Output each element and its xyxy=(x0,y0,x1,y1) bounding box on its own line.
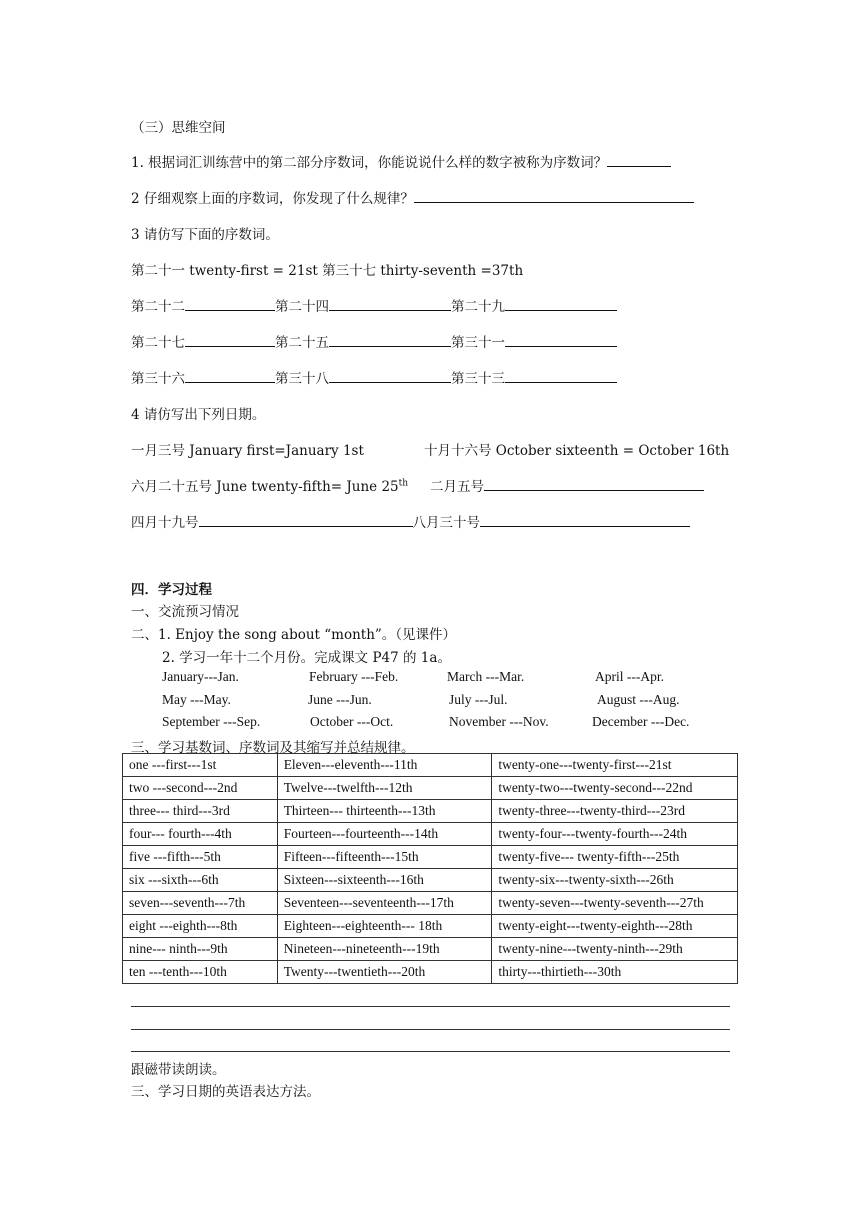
table-row xyxy=(123,777,738,800)
question-3: 3 请仿写下面的序数词。 xyxy=(131,227,279,243)
table-row xyxy=(123,869,738,892)
date-prompt xyxy=(430,475,704,495)
table-cell: Thirteen--- thirteenth---13th xyxy=(277,800,492,823)
ordinal-prompt: 第二十七 xyxy=(131,335,185,351)
table-cell: Fourteen---fourteenth---14th xyxy=(277,823,492,846)
month-abbrev: August ---Aug. xyxy=(597,692,680,707)
question-1 xyxy=(131,151,671,171)
table-cell: seven---seventh---7th xyxy=(123,892,278,915)
ordinal-row xyxy=(131,295,617,315)
month-abbrev: April ---Apr. xyxy=(595,669,664,684)
date-example-3 xyxy=(131,475,408,495)
ordinal-example: 第二十一 twenty-first = 21st 第三十七 thirty-seventh =37th xyxy=(131,263,524,279)
table-cell: two ---second---2nd xyxy=(123,777,278,800)
date-prompt xyxy=(131,511,690,531)
table-row xyxy=(123,800,738,823)
table-cell: Sixteen---sixteenth---16th xyxy=(277,869,492,892)
writing-line[interactable] xyxy=(131,1029,730,1030)
writing-line[interactable] xyxy=(131,1006,730,1007)
table-cell: three--- third---3rd xyxy=(123,800,278,823)
month-abbrev: June ---Jun. xyxy=(308,692,372,707)
date-prompt-label: 四月十九号 xyxy=(131,515,199,531)
table-cell: Eleven---eleventh---11th xyxy=(277,754,492,777)
date-example-3-text: 六月二十五号 June twenty-fifth= June 25 xyxy=(131,479,399,495)
table-cell: four--- fourth---4th xyxy=(123,823,278,846)
table-cell: twenty-seven---twenty-seventh---27th xyxy=(492,892,738,915)
table-cell: ten ---tenth---10th xyxy=(123,961,278,984)
table-cell: twenty-one---twenty-first---21st xyxy=(492,754,738,777)
table-cell: Twenty---twentieth---20th xyxy=(277,961,492,984)
answer-blank[interactable] xyxy=(505,331,617,347)
answer-blank[interactable] xyxy=(185,367,275,383)
ordinal-prompt: 第三十六 xyxy=(131,371,185,387)
ordinal-row xyxy=(131,367,617,387)
ordinal-row xyxy=(131,331,617,351)
step-last: 三、学习日期的英语表达方法。 xyxy=(131,1084,320,1100)
step-2: 二、1. Enjoy the song about “month”。（见课件） xyxy=(131,627,457,643)
step-2-sub: 2. 学习一年十二个月份。完成课文 P47 的 1a。 xyxy=(162,650,451,666)
writing-line[interactable] xyxy=(131,1051,730,1052)
table-cell: twenty-nine---twenty-ninth---29th xyxy=(492,938,738,961)
answer-blank[interactable] xyxy=(199,511,413,527)
table-row xyxy=(123,938,738,961)
date-prompt-label: 二月五号 xyxy=(430,479,484,495)
ordinal-prompt: 第二十五 xyxy=(275,335,329,351)
ordinal-prompt: 第二十四 xyxy=(275,299,329,315)
table-cell: twenty-three---twenty-third---23rd xyxy=(492,800,738,823)
question-2-text: 2 仔细观察上面的序数词，你发现了什么规律？ xyxy=(131,191,414,207)
answer-blank[interactable] xyxy=(185,331,275,347)
table-cell: twenty-eight---twenty-eighth---28th xyxy=(492,915,738,938)
ordinal-prompt: 第三十三 xyxy=(451,371,505,387)
answer-blank[interactable] xyxy=(185,295,275,311)
month-abbrev: March ---Mar. xyxy=(447,669,525,684)
date-example-2: 十月十六号 October sixteenth = October 16th xyxy=(424,443,730,459)
month-abbrev: December ---Dec. xyxy=(592,714,690,729)
table-cell: five ---fifth---5th xyxy=(123,846,278,869)
answer-blank[interactable] xyxy=(414,187,694,203)
table-cell: Eighteen---eighteenth--- 18th xyxy=(277,915,492,938)
table-cell: Fifteen---fifteenth---15th xyxy=(277,846,492,869)
answer-blank[interactable] xyxy=(484,475,704,491)
table-row xyxy=(123,754,738,777)
section-heading: 四．学习过程 xyxy=(131,582,212,598)
table-cell: six ---sixth---6th xyxy=(123,869,278,892)
month-abbrev: July ---Jul. xyxy=(449,692,508,707)
month-abbrev: January---Jan. xyxy=(162,669,239,684)
answer-blank[interactable] xyxy=(505,295,617,311)
answer-blank[interactable] xyxy=(329,295,451,311)
table-cell: one ---first---1st xyxy=(123,754,278,777)
ordinal-prompt: 第二十二 xyxy=(131,299,185,315)
month-abbrev: May ---May. xyxy=(162,692,231,707)
table-row xyxy=(123,961,738,984)
table-cell: twenty-six---twenty-sixth---26th xyxy=(492,869,738,892)
ordinal-prompt: 第三十一 xyxy=(451,335,505,351)
month-abbrev: February ---Feb. xyxy=(309,669,399,684)
month-abbrev: October ---Oct. xyxy=(310,714,394,729)
table-cell: eight ---eighth---8th xyxy=(123,915,278,938)
ordinal-prompt: 第二十九 xyxy=(451,299,505,315)
table-row xyxy=(123,846,738,869)
ordinal-prompt: 第三十八 xyxy=(275,371,329,387)
date-prompt-label: 八月三十号 xyxy=(412,515,480,531)
table-cell: Twelve---twelfth---12th xyxy=(277,777,492,800)
date-example-1: 一月三号 January first=January 1st xyxy=(131,443,364,459)
section-heading: （三）思维空间 xyxy=(131,120,226,136)
answer-blank[interactable] xyxy=(329,331,451,347)
answer-blank[interactable] xyxy=(505,367,617,383)
table-cell: Nineteen---nineteenth---19th xyxy=(277,938,492,961)
step-3: 三、学习基数词、序数词及其缩写并总结规律。 xyxy=(131,740,415,756)
table-row xyxy=(123,915,738,938)
answer-blank[interactable] xyxy=(329,367,451,383)
answer-blank[interactable] xyxy=(480,511,690,527)
superscript-suffix: th xyxy=(398,478,409,489)
month-abbrev: November ---Nov. xyxy=(449,714,549,729)
number-table xyxy=(122,753,738,984)
question-1-text: 1. 根据词汇训练营中的第二部分序数词，你能说说什么样的数字被称为序数词？ xyxy=(131,155,608,171)
table-cell: twenty-five--- twenty-fifth---25th xyxy=(492,846,738,869)
table-row xyxy=(123,823,738,846)
step-1: 一、交流预习情况 xyxy=(131,604,239,620)
read-along-note: 跟磁带读朗读。 xyxy=(131,1062,226,1078)
table-cell: twenty-four---twenty-fourth---24th xyxy=(492,823,738,846)
table-cell: Seventeen---seventeenth---17th xyxy=(277,892,492,915)
table-cell: twenty-two---twenty-second---22nd xyxy=(492,777,738,800)
table-row xyxy=(123,892,738,915)
answer-blank[interactable] xyxy=(607,151,671,167)
question-2 xyxy=(131,187,694,207)
question-4: 4 请仿写出下列日期。 xyxy=(131,407,266,423)
table-cell: thirty---thirtieth---30th xyxy=(492,961,738,984)
month-abbrev: September ---Sep. xyxy=(162,714,261,729)
table-cell: nine--- ninth---9th xyxy=(123,938,278,961)
